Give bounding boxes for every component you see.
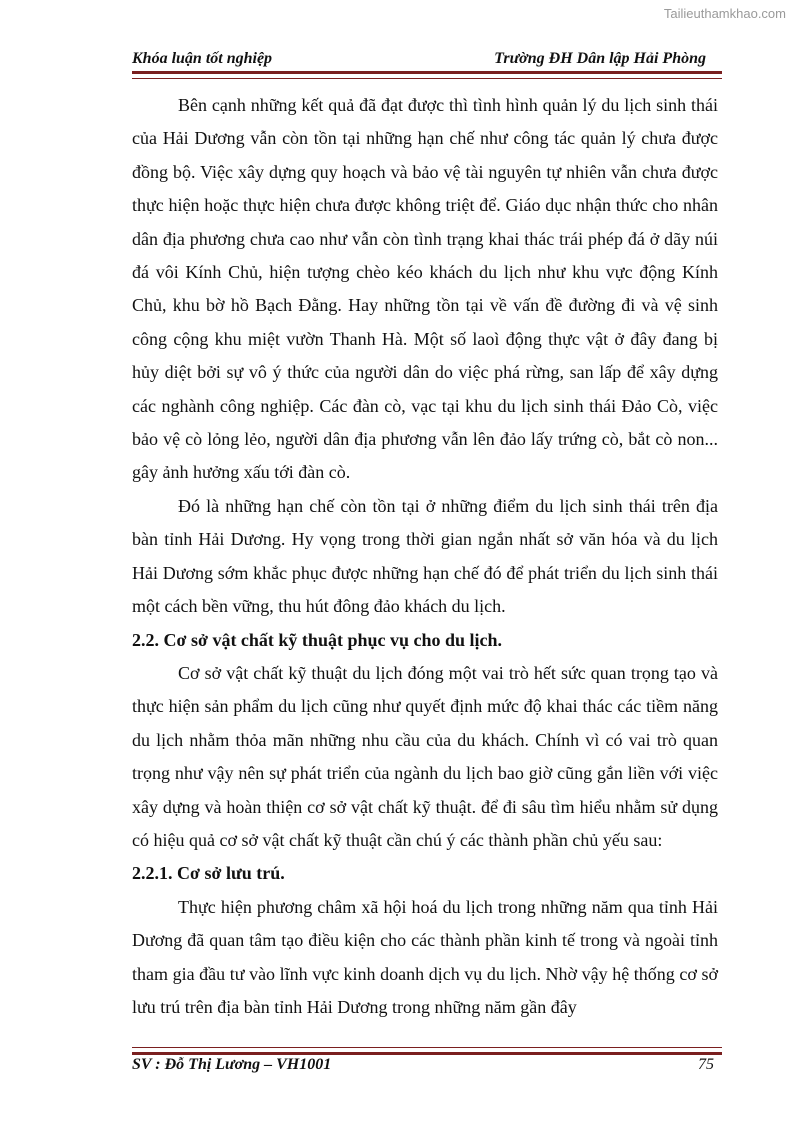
header-university: Trường ĐH Dân lập Hải Phòng (494, 50, 706, 67)
watermark-text: Tailieuthamkhao.com (663, 6, 786, 21)
paragraph-accommodation: Thực hiện phương châm xã hội hoá du lịch trong những năm qua tỉnh Hải Dương đã quan tâm tạo điều kiện cho các thành phần kinh tế trong và ngoài tỉnh tham gia đầu tư vào lĩnh vực kinh doanh dịch vụ du lịch. Nhờ vậy hệ thống cơ sở lưu trú trên địa bàn tỉnh Hải Dương trong những năm gần đây (132, 896, 718, 1017)
paragraph-hope: Đó là những hạn chế còn tồn tại ở những điểm du lịch sinh thái trên địa bàn tỉnh Hải Dương. Hy vọng trong thời gian ngắn nhất sở văn hóa và du lịch Hải Dương sớm khắc phục được những hạn chế đó để phát triển du lịch sinh thái một cách bền vững, thu hút đông đảo khách du lịch. (132, 495, 718, 617)
section-heading-2-2: 2.2. Cơ sở vật chất kỹ thuật phục vụ cho du lịch. (132, 629, 503, 650)
page-footer (132, 1056, 722, 1076)
page-number: 75 (698, 1056, 714, 1073)
paragraph-limitations: Bên cạnh những kết quả đã đạt được thì tình hình quản lý du lịch sinh thái của Hải Dương vẫn còn tồn tại những hạn chế như công tác quản lý chưa được đồng bộ. Việc xây dựng quy hoạch và bảo vệ tài nguyên tự nhiên vẫn chưa được thực hiện hoặc thực hiện chưa được không triệt để. Giáo dục nhận thức cho nhân dân địa phương chưa cao như vẫn còn tình trạng khai thác trái phép đá ở dãy núi đá vôi Kính Chủ, hiện tượng chèo kéo khách du lịch như khu vực động Kính Chủ, khu bờ hồ Bạch Đằng. Hay những tồn tại về vấn đề đường đi và vệ sinh công cộng khu miệt vườn Thanh Hà. Một số laoì động thực vật ở đây đang bị hủy diệt bởi sự vô ý thức của người dân do việc phá rừng, san lấp để xây dựng các nghành công nghiệp. Các đàn cò, vạc tại khu du lịch sinh thái Đảo Cò, việc bảo vệ cò lỏng lẻo, người dân địa phương vẫn lên đảo lấy trứng cò, bắt cò non... gây ảnh hưởng xấu tới đàn cò. (132, 95, 718, 483)
footer-divider (132, 1047, 722, 1055)
footer-student: SV : Đỗ Thị Lương – VH1001 (132, 1056, 332, 1073)
paragraph-infrastructure: Cơ sở vật chất kỹ thuật du lịch đóng một vai trò hết sức quan trọng tạo và thực hiện sản phẩm du lịch cũng như quyết định mức độ khai thác các tiềm năng du lịch nhằm thỏa mãn những nhu cầu của du khách. Chính vì có vai trò quan trọng như vậy nên sự phát triển của ngành du lịch bao giờ cũng gắn liền với việc xây dựng và hoàn thiện cơ sở vật chất kỹ thuật. để đi sâu tìm hiểu nhằm sử dụng có hiệu quả cơ sở vật chất kỹ thuật cần chú ý các thành phần chủ yếu sau: (132, 662, 718, 850)
header-divider (132, 71, 722, 79)
document-body (132, 89, 718, 1024)
section-heading-2-2-1: 2.2.1. Cơ sở lưu trú. (132, 863, 285, 884)
page-header (132, 50, 706, 70)
header-thesis-label: Khóa luận tốt nghiệp (132, 50, 273, 67)
